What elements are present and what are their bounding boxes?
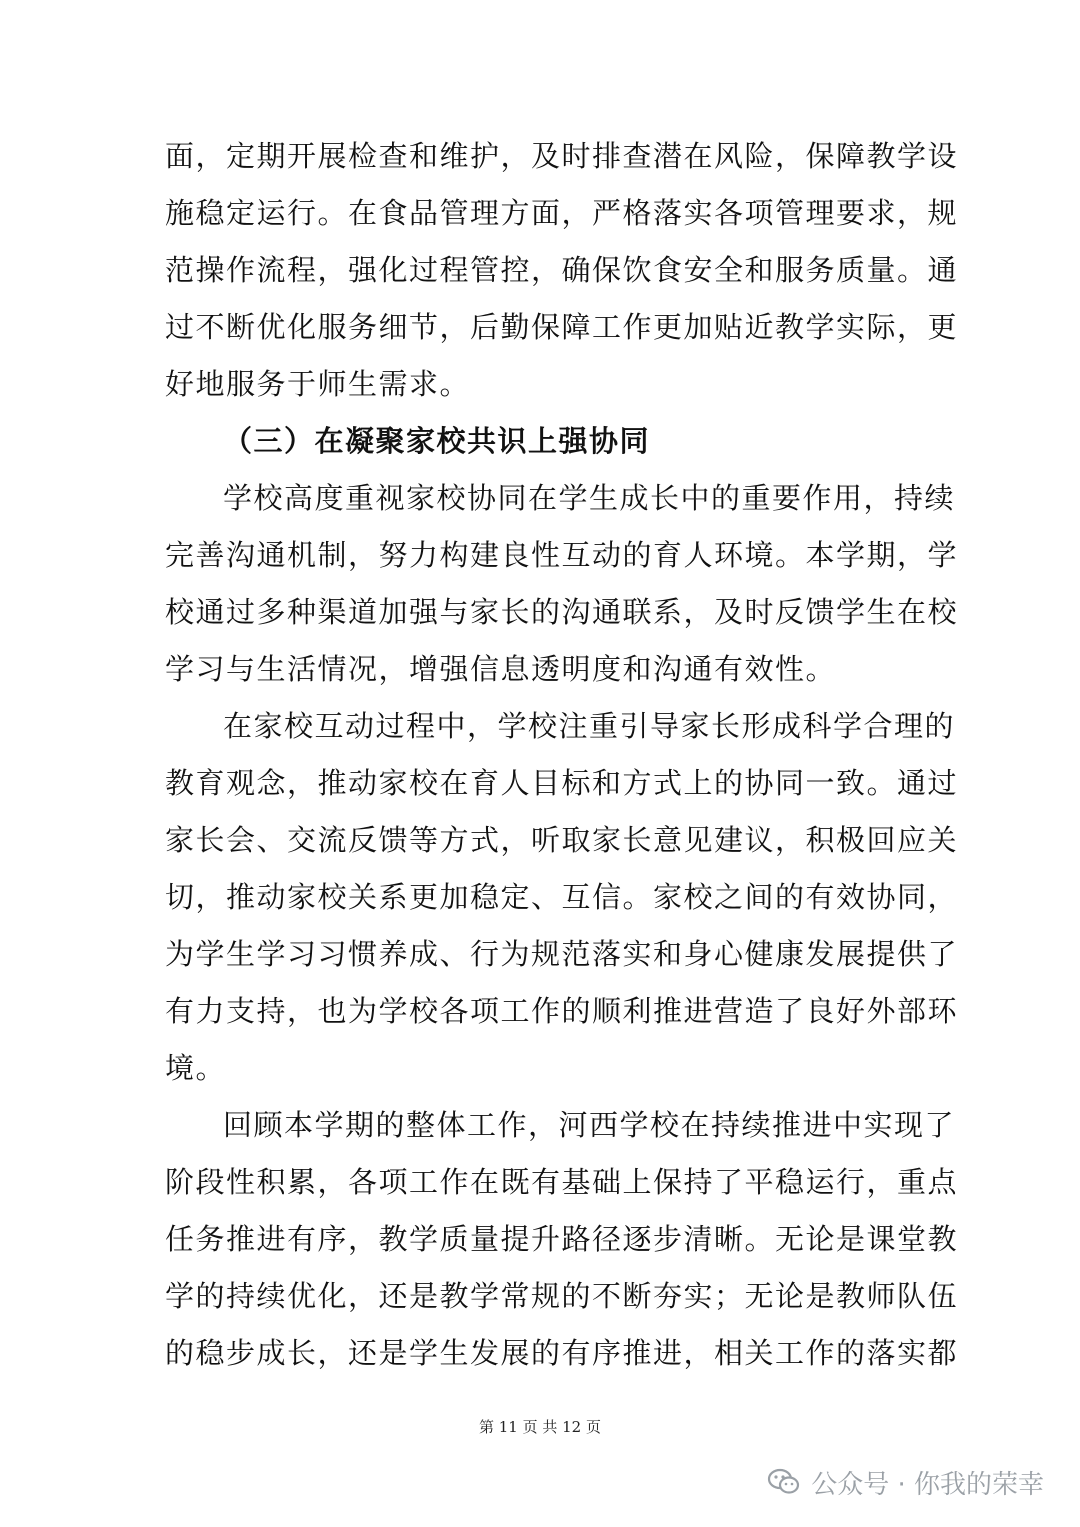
document-body (165, 128, 959, 1382)
paragraph-line: 完善沟通机制，努力构建良性互动的育人环境。本学期，学 (165, 538, 959, 572)
page-number: 第 11 页 共 12 页 (478, 1418, 601, 1436)
paragraph-line: 阶段性积累，各项工作在既有基础上保持了平稳运行，重点 (165, 1165, 959, 1199)
paragraph-line: 家长会、交流反馈等方式，听取家长意见建议，积极回应关 (165, 823, 959, 857)
paragraph-line: 在家校互动过程中，学校注重引导家长形成科学合理的 (223, 709, 956, 743)
paragraph-line: 好地服务于师生需求。 (165, 367, 471, 401)
paragraph-line: 切，推动家校关系更加稳定、互信。家校之间的有效协同， (165, 880, 959, 914)
wechat-watermark (767, 1462, 1044, 1502)
paragraph-line: 境。 (165, 1051, 227, 1085)
paragraph-line: 为学生学习习惯养成、行为规范落实和身心健康发展提供了 (165, 937, 959, 971)
paragraph-line: 回顾本学期的整体工作，河西学校在持续推进中实现了 (223, 1108, 956, 1142)
paragraph-line: 学习与生活情况，增强信息透明度和沟通有效性。 (165, 652, 837, 686)
section-heading: （三）在凝聚家校共识上强协同 (223, 424, 651, 458)
paragraph-line: 有力支持，也为学校各项工作的顺利推进营造了良好外部环 (165, 994, 959, 1028)
paragraph-line: 施稳定运行。在食品管理方面，严格落实各项管理要求，规 (165, 196, 959, 230)
paragraph-line: 面，定期开展检查和维护，及时排查潜在风险，保障教学设 (165, 139, 959, 173)
watermark-text: 公众号 · 你我的荣幸 (811, 1469, 1044, 1500)
paragraph-line: 教育观念，推动家校在育人目标和方式上的协同一致。通过 (165, 766, 959, 800)
paragraph-line: 范操作流程，强化过程管控，确保饮食安全和服务质量。通 (165, 253, 959, 287)
paragraph-line: 学的持续优化，还是教学常规的不断夯实；无论是教师队伍 (165, 1279, 959, 1313)
paragraph-line: 过不断优化服务细节，后勤保障工作更加贴近教学实际，更 (165, 310, 959, 344)
paragraph-line: 学校高度重视家校协同在学生成长中的重要作用，持续 (223, 481, 956, 515)
wechat-icon (767, 1467, 801, 1497)
paragraph-line: 校通过多种渠道加强与家长的沟通联系，及时反馈学生在校 (165, 595, 959, 629)
paragraph-line: 的稳步成长，还是学生发展的有序推进，相关工作的落实都 (165, 1336, 959, 1370)
paragraph-line: 任务推进有序，教学质量提升路径逐步清晰。无论是课堂教 (165, 1222, 959, 1256)
